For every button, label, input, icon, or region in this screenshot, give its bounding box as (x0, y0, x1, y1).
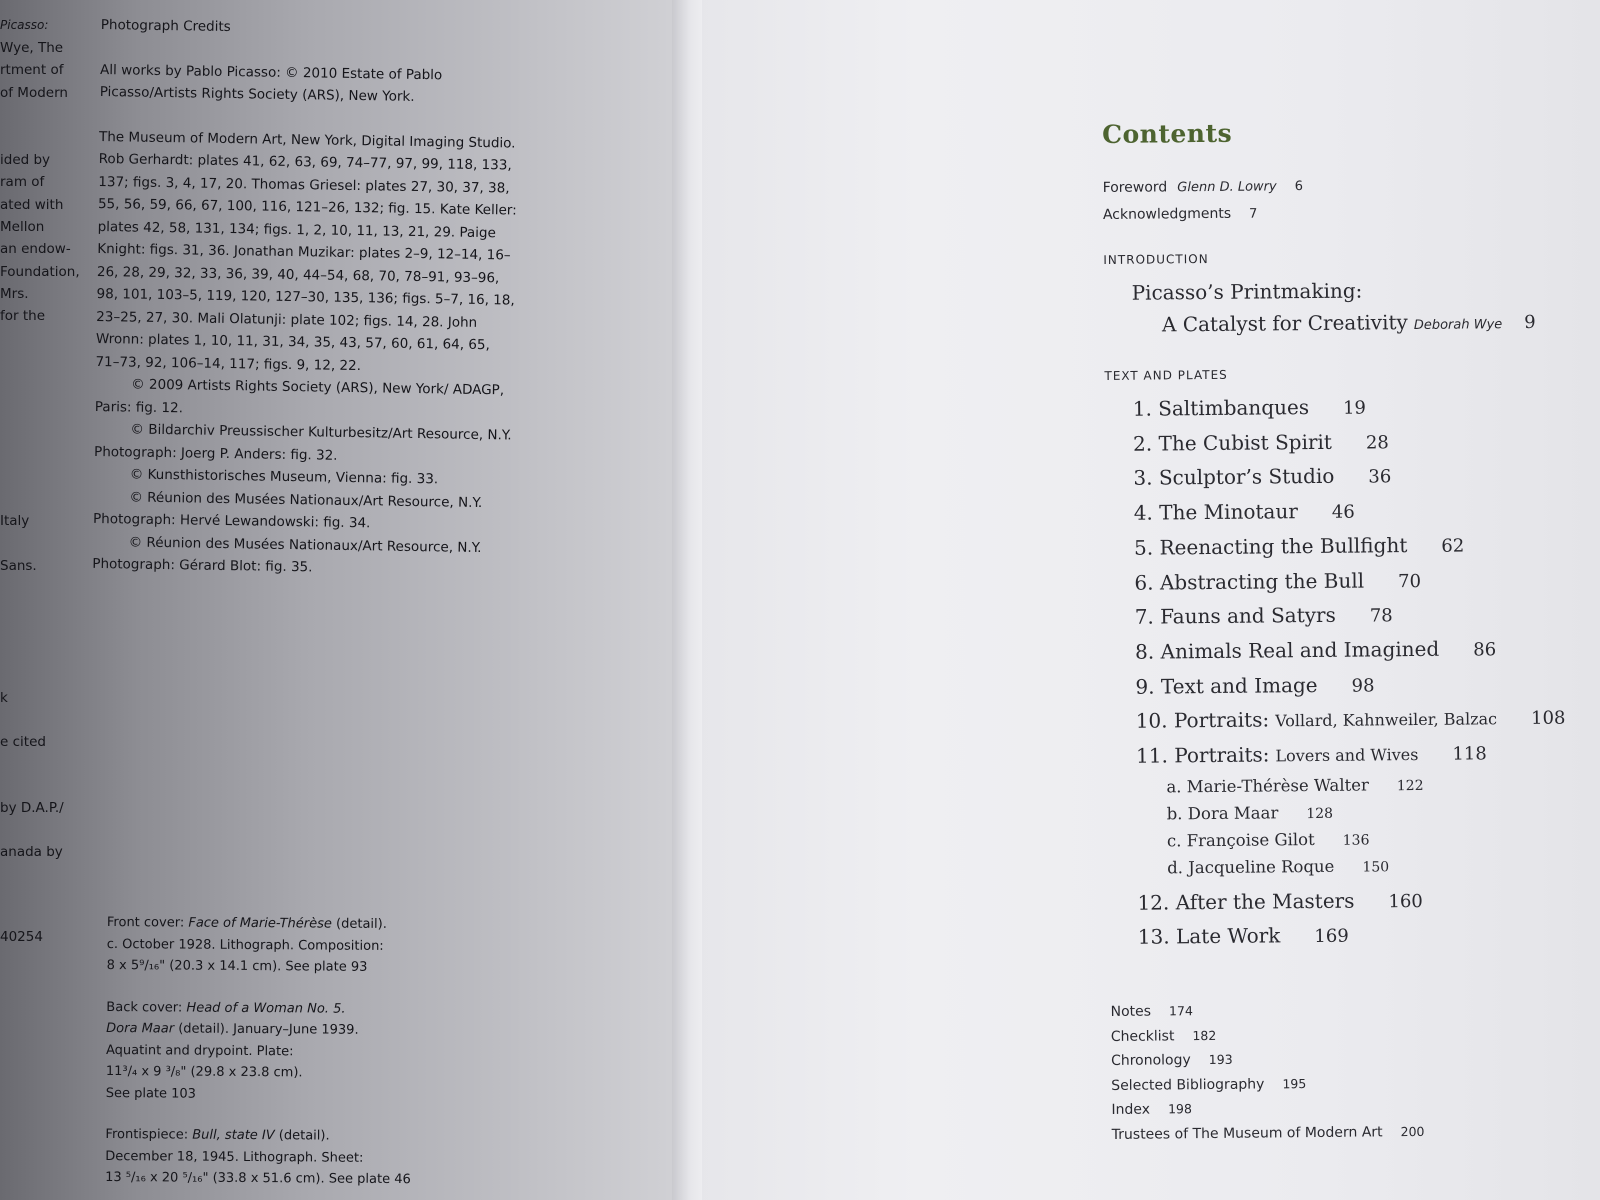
chapter-entry[interactable]: 3. Sculptor’s Studio 36 (1133, 464, 1392, 491)
back-cover-caption: Back cover: Head of a Woman No. 5. Dora Maar (detail). January–June 1939. Aquatint and drypoint. Plate: 11³/₄ x 9 ³/₈" (29.8 x 23.8 cm). See plate 103 (105, 999, 359, 1102)
credits-moma: The Museum of Modern Art, New York, Digital Imaging Studio. Rob Gerhardt: plates 41, 62, 63, 69, 74–77, 97, 99, 118, 133, 137; figs. 3, 4, 17, 20. Thomas Griesel: plates 27, 30, 37, 38, 55, 56, 59, 66, 67, 100, 116, 121–26, 132; fig. 15. Kate Keller: plates 42, 58, 131, 134; figs. 1, 2, 10, 11, 13, 21, 29. Paige Knight: figs. 31, 36. Jonathan Muzikar: plates 2–9, 12–14, 16–26, 28, 29, 32, 33, 36, 39, 40, 44–54, 68, 70, 78–91, 93–96, 98, 101, 103–5, 119, 120, 127–30, 135, 136; figs. 5–7, 16, 18, 23–25, 27, 30. Mali Olatunji: plate 102; figs. 14, 28. John Wronn: plates 1, 10, 11, 31, 34, 35, 43, 57, 60, 61, 64, 65, 71–73, 92, 106–14, 117; figs. 9, 12, 22. (95, 128, 517, 374)
toc-entry-checklist[interactable]: Checklist 182 (1110, 1027, 1217, 1045)
toc-entry-acknowledgments[interactable]: Acknowledgments 7 (1102, 205, 1258, 223)
subchapter-entry[interactable]: c. Françoise Gilot 136 (1166, 829, 1370, 851)
chapter-entry[interactable]: 13. Late Work 169 (1137, 923, 1349, 950)
chapter-entry[interactable]: 2. The Cubist Spirit 28 (1132, 429, 1389, 456)
cut-line: Sans. (0, 558, 37, 574)
cut-line: Foundation, (0, 264, 80, 280)
credit-line: © Réunion des Musées Nationaux/Art Resource, N.Y. Photograph: Hervé Lewandowski: fig. 34. (92, 489, 483, 532)
credit-line: © 2009 Artists Rights Society (ARS), New York/ ADAGP, Paris: fig. 12. (94, 376, 505, 416)
back-matter (1110, 995, 1591, 1147)
cut-line: of Modern (0, 85, 68, 101)
cut-line: anada by (0, 844, 63, 860)
right-page (690, 0, 1600, 1200)
cut-line: rtment of (0, 62, 64, 78)
chapter-entry[interactable]: 1. Saltimbanques 19 (1132, 395, 1367, 421)
toc-entry-index[interactable]: Index 198 (1111, 1101, 1192, 1119)
chapter-entry[interactable]: 7. Fauns and Satyrs 78 (1134, 602, 1393, 629)
book-gutter (672, 0, 702, 1200)
chapter-entry[interactable]: 12. After the Masters 160 (1137, 888, 1423, 915)
table-of-contents (1102, 115, 1592, 1147)
front-cover-caption: Front cover: Face of Marie-Thérèse (detail). c. October 1928. Lithograph. Composition: 8 x 5⁹/₁₆" (20.3 x 14.1 cm). See plate 93 (106, 914, 387, 975)
photograph-credits (92, 14, 521, 582)
chapter-entry[interactable]: 10. Portraits: Vollard, Kahnweiler, Balzac 108 (1135, 707, 1566, 734)
cut-line: Mrs. (0, 286, 29, 302)
cut-line: by D.A.P./ (0, 800, 64, 816)
toc-entry-bibliography[interactable]: Selected Bibliography 195 (1111, 1075, 1307, 1094)
credits-intro: All works by Pablo Picasso: © 2010 Estate of Pablo Picasso/Artists Rights Society (ARS), New York. (99, 61, 443, 105)
credit-line: © Bildarchiv Preussischer Kulturbesitz/Art Resource, N.Y. Photograph: Joerg P. Anders: fig. 32. (94, 421, 512, 464)
cut-line: Mellon (0, 219, 45, 235)
intro-title-line2[interactable]: A Catalyst for Creativity Deborah Wye 9 (1161, 310, 1536, 337)
intro-title-line1[interactable]: Picasso’s Printmaking: (1131, 278, 1363, 305)
contents-title: Contents (1102, 118, 1233, 149)
cut-line: 40254 (0, 929, 43, 945)
cut-line: k (0, 690, 8, 706)
front-matter (1103, 170, 1583, 229)
chapter-entry[interactable]: 4. The Minotaur 46 (1133, 499, 1355, 525)
toc-entry-trustees[interactable]: Trustees of The Museum of Modern Art 200 (1111, 1123, 1425, 1143)
chapter-entry[interactable]: 9. Text and Image 98 (1135, 672, 1375, 699)
toc-entry-notes[interactable]: Notes 174 (1110, 1003, 1193, 1021)
toc-entry-foreword[interactable]: Foreword Glenn D. Lowry 6 (1102, 179, 1304, 196)
credit-line: © Kunsthistorisches Museum, Vienna: fig. 33. (129, 466, 439, 488)
chapter-entry[interactable]: 6. Abstracting the Bull 70 (1134, 568, 1422, 595)
subchapter-entry[interactable]: a. Marie-Thérèse Walter 122 (1166, 775, 1424, 797)
cut-line: Wye, The (0, 40, 64, 56)
section-label-plates: TEXT AND PLATES (1104, 367, 1228, 383)
cut-line: Picasso: (0, 18, 49, 32)
chapter-entry[interactable]: 5. Reenacting the Bullfight 62 (1133, 532, 1465, 560)
cover-captions (105, 912, 437, 1200)
subchapter-entry[interactable]: d. Jacqueline Roque 150 (1167, 856, 1390, 878)
chapter-entry[interactable]: 8. Animals Real and Imagined 86 (1134, 636, 1497, 664)
frontispiece-caption: Frontispiece: Bull, state IV (detail). December 18, 1945. Lithograph. Sheet: 13 ⁵/₁₆ x 20 ⁵/₁₆" (33.8 x 51.6 cm). See plate 46 (105, 1126, 411, 1188)
toc-entry-chronology[interactable]: Chronology 193 (1110, 1051, 1233, 1070)
cut-line: ram of (0, 174, 45, 190)
subchapter-entry[interactable]: b. Dora Maar 128 (1166, 803, 1334, 824)
cut-line: ided by (0, 152, 51, 168)
left-page (0, 0, 690, 1200)
credit-line: © Réunion des Musées Nationaux/Art Resource, N.Y. Photograph: Gérard Blot: fig. 35. (92, 534, 482, 576)
section-label-introduction: INTRODUCTION (1103, 251, 1209, 267)
cut-line: for the (0, 308, 46, 324)
cut-line: e cited (0, 734, 46, 750)
chapter-list (1105, 388, 1590, 956)
cut-line: Italy (0, 513, 30, 529)
chapter-entry[interactable]: 11. Portraits: Lovers and Wives 118 (1135, 742, 1487, 768)
credits-heading: Photograph Credits (100, 16, 231, 36)
cut-line: an endow- (0, 241, 71, 257)
cut-line: ated with (0, 197, 64, 213)
